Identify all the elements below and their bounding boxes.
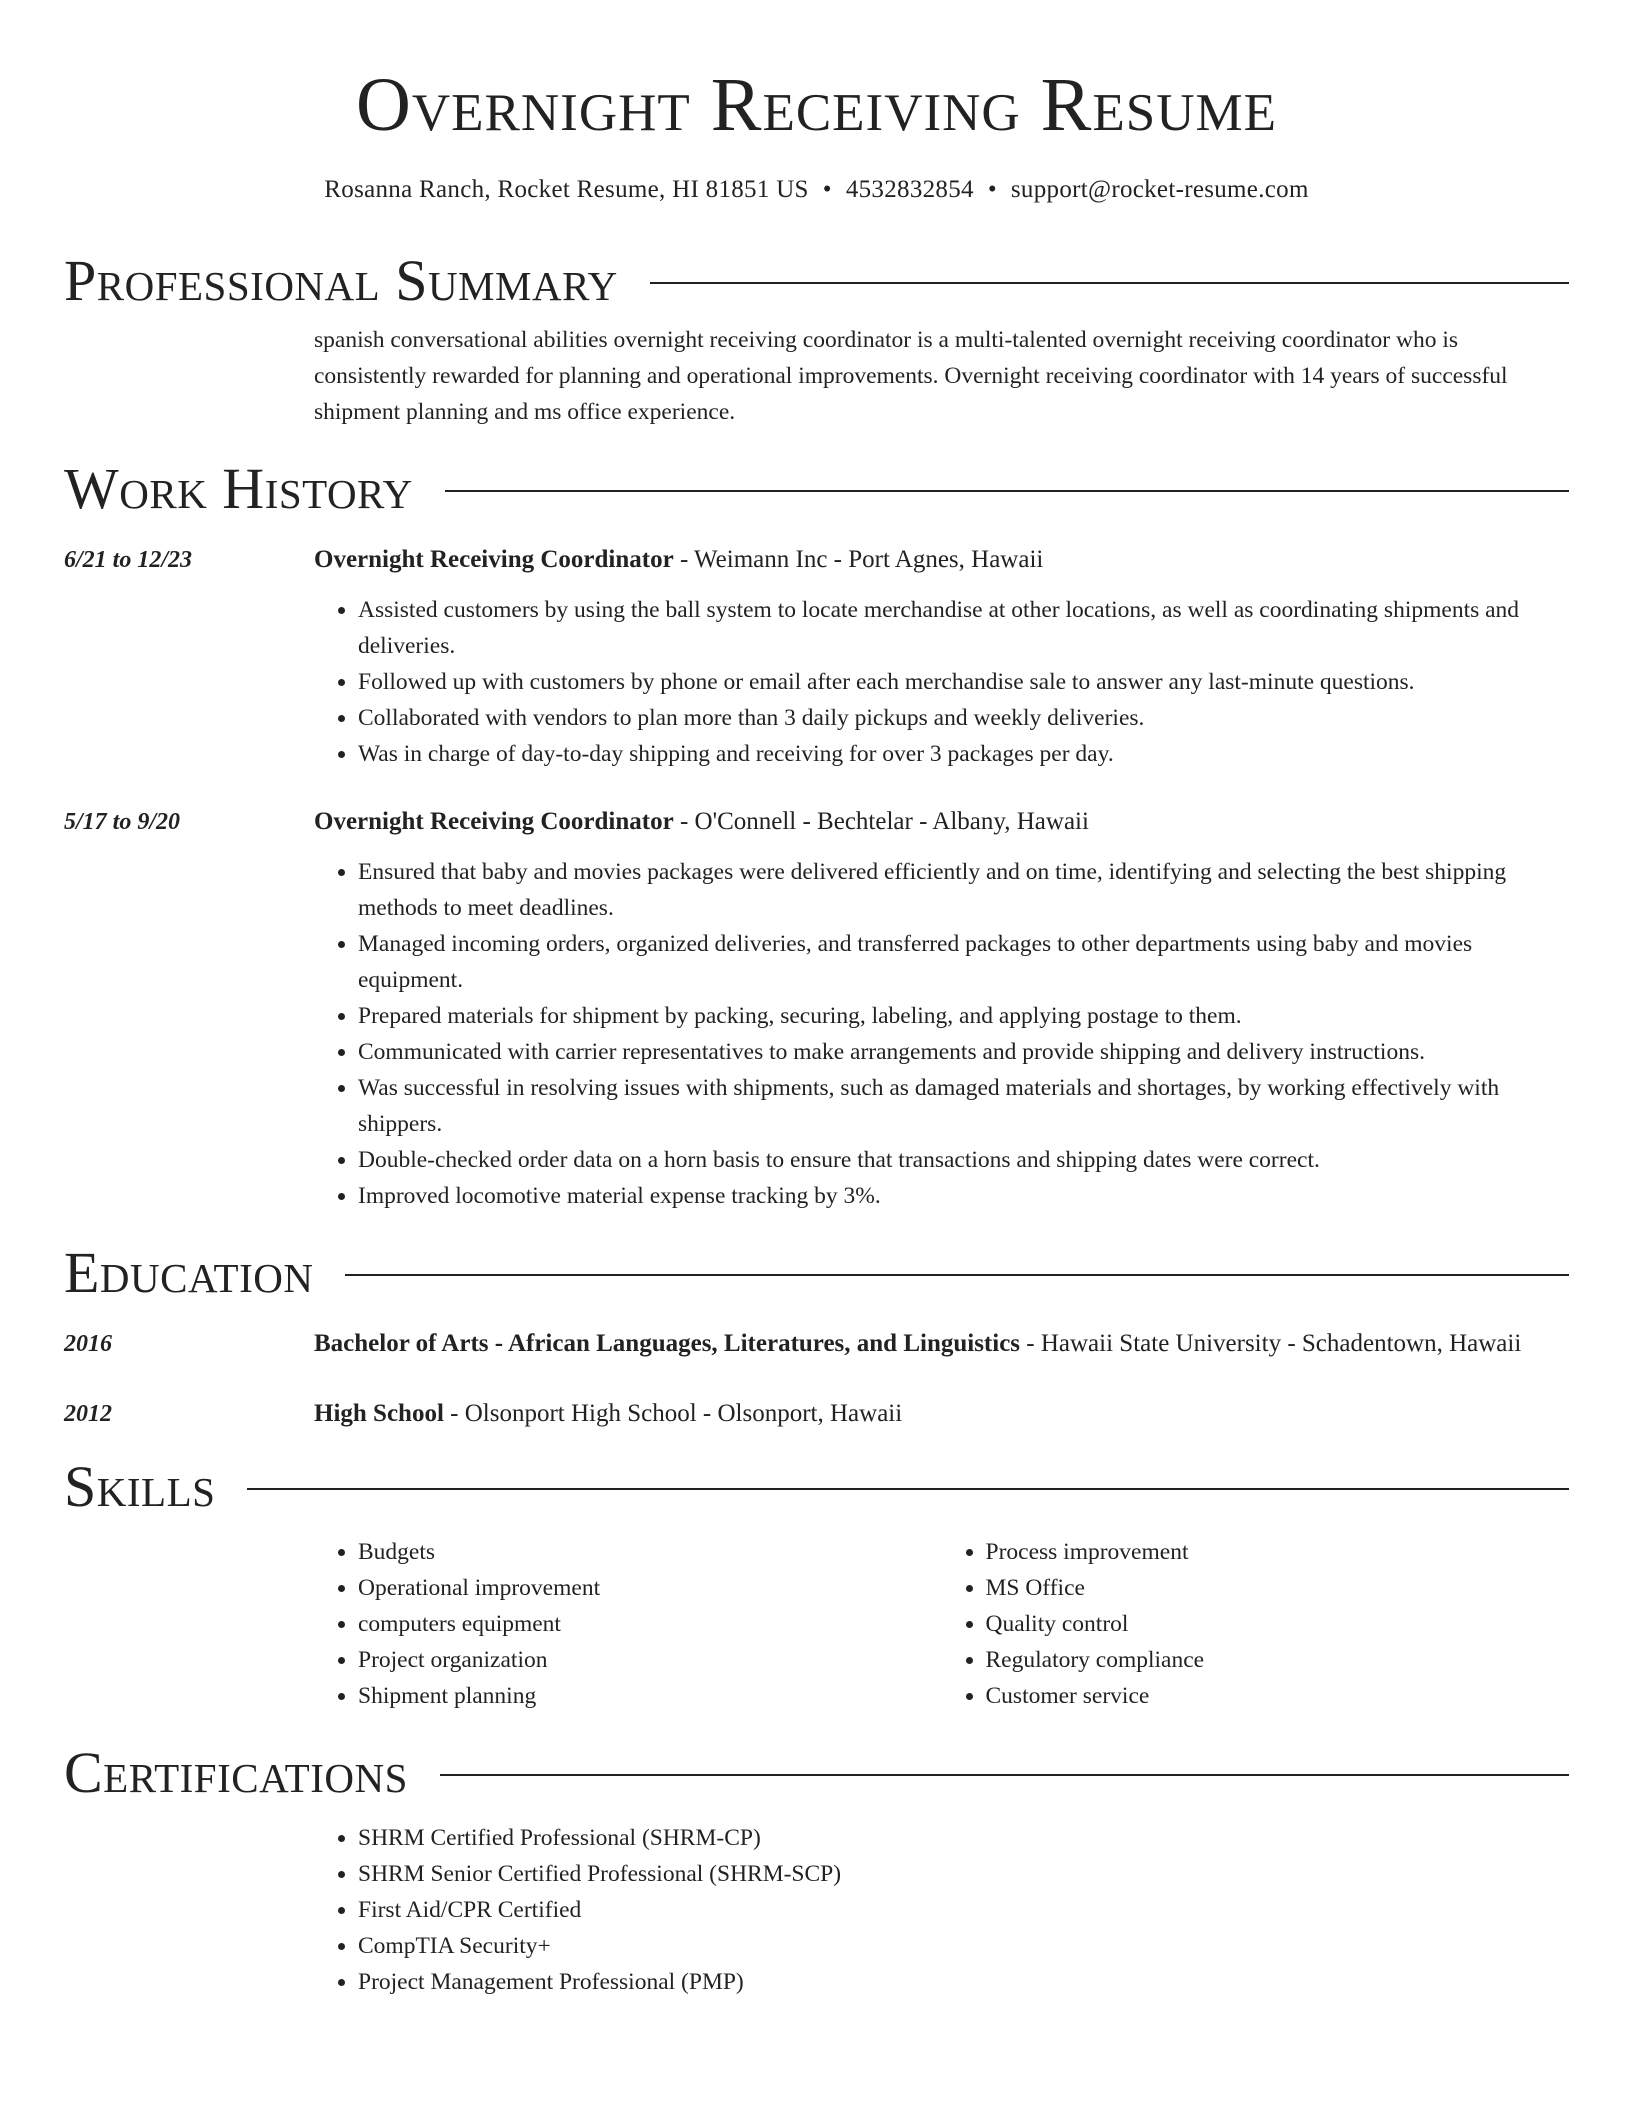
section-divider [650, 282, 1569, 284]
job-bullet: • Improved locomotive material expense tracking by 3%. [358, 1178, 1569, 1214]
work-heading: Work History [64, 456, 413, 521]
skill-item: • computers equipment [358, 1606, 942, 1642]
skills-grid [314, 1534, 1569, 1714]
education-entry [64, 1324, 1569, 1364]
job-entry [64, 802, 1569, 1214]
education-content [314, 1394, 1569, 1434]
contact-phone: 4532832854 [845, 176, 974, 203]
skill-item: • Process improvement [986, 1534, 1570, 1570]
job-bullet: • Followed up with customers by phone or email after each merchandise sale to answer any last-minute questions. [358, 664, 1569, 700]
education-school: - Olsonport High School - Olsonport, Hawaii [443, 1400, 903, 1427]
contact-email: support@rocket-resume.com [1010, 176, 1309, 203]
education-degree: Bachelor of Arts - African Languages, Literatures, and Linguistics [314, 1330, 1021, 1357]
job-dates: 6/21 to 12/23 [64, 547, 193, 573]
resume-page [64, 0, 1569, 2000]
section-divider [247, 1488, 1569, 1490]
certifications-list [314, 1820, 1569, 2000]
skill-item: • Regulatory compliance [986, 1642, 1570, 1678]
job-bullet: • Ensured that baby and movies packages were delivered efficiently and on time, identifying and selecting the best shipping methods to meet deadlines. [358, 854, 1569, 926]
contact-separator: • [822, 176, 832, 203]
education-entry [64, 1394, 1569, 1434]
job-bullet: • Managed incoming orders, organized deliveries, and transferred packages to other departments using baby and movies equipment. [358, 926, 1569, 998]
skill-item: • MS Office [986, 1570, 1570, 1606]
education-content [314, 1324, 1569, 1364]
skill-item: • Operational improvement [358, 1570, 942, 1606]
skill-item: • Project organization [358, 1642, 942, 1678]
skills-heading: Skills [64, 1454, 216, 1519]
job-entry [64, 540, 1569, 772]
job-bullet: • Prepared materials for shipment by packing, securing, labeling, and applying postage to them. [358, 998, 1569, 1034]
job-employer: - O'Connell - Bechtelar - Albany, Hawaii [673, 808, 1089, 835]
job-headline [314, 540, 1569, 580]
resume-title: Overnight Receiving Resume [356, 63, 1277, 147]
skill-item: • Customer service [986, 1678, 1570, 1714]
certifications-heading: Certifications [64, 1740, 408, 1805]
skill-item: • Budgets [358, 1534, 942, 1570]
certifications-section-header [64, 1740, 1569, 1806]
certification-item: • SHRM Senior Certified Professional (SHRM-SCP) [358, 1856, 1569, 1892]
summary-text: spanish conversational abilities overnight receiving coordinator is a multi-talented overnight receiving coordinator who is consistently rewarded for planning and operational improvements. Overnight receiving coordinator with 14 years of successful shipment planning and ms office experience. [314, 327, 1508, 425]
job-bullet: • Was in charge of day-to-day shipping and receiving for over 3 packages per day. [358, 736, 1569, 772]
skill-item: • Shipment planning [358, 1678, 942, 1714]
contact-separator: • [987, 176, 997, 203]
job-bullet: • Was successful in resolving issues with shipments, such as damaged materials and shortages, by working effectively with shippers. [358, 1070, 1569, 1142]
job-bullet: • Collaborated with vendors to plan more than 3 daily pickups and weekly deliveries. [358, 700, 1569, 736]
job-title: Overnight Receiving Coordinator [314, 546, 674, 573]
education-headline [314, 1324, 1569, 1364]
education-heading: Education [64, 1240, 314, 1305]
job-bullet: • Communicated with carrier representatives to make arrangements and provide shipping and delivery instructions. [358, 1034, 1569, 1070]
summary-heading: Professional Summary [64, 248, 618, 313]
certifications-block [314, 1820, 1569, 2000]
contact-address: Rosanna Ranch, Rocket Resume, HI 81851 US [324, 176, 809, 203]
education-school: - Hawaii State University - Schadentown, Hawaii [1020, 1330, 1522, 1357]
education-section-header [64, 1240, 1569, 1306]
job-headline [314, 802, 1569, 842]
job-title: Overnight Receiving Coordinator [314, 808, 674, 835]
education-year: 2016 [64, 1331, 112, 1357]
section-divider [345, 1274, 1569, 1276]
education-degree: High School [314, 1400, 444, 1427]
certification-item: • CompTIA Security+ [358, 1928, 1569, 1964]
contact-line [64, 174, 1569, 206]
summary-section-header [64, 248, 1569, 314]
skills-column-right [942, 1534, 1570, 1714]
certification-item: • Project Management Professional (PMP) [358, 1964, 1569, 2000]
section-divider [445, 490, 1569, 492]
job-bullets [314, 854, 1569, 1214]
skills-section-header [64, 1454, 1569, 1520]
job-content [314, 802, 1569, 1214]
job-bullet: • Double-checked order data on a horn basis to ensure that transactions and shipping dates were correct. [358, 1142, 1569, 1178]
certification-item: • First Aid/CPR Certified [358, 1892, 1569, 1928]
skills-column-left [314, 1534, 942, 1714]
education-year: 2012 [64, 1401, 112, 1427]
job-dates: 5/17 to 9/20 [64, 809, 181, 835]
job-bullets [314, 592, 1569, 772]
job-employer: - Weimann Inc - Port Agnes, Hawaii [673, 546, 1044, 573]
education-headline [314, 1394, 1569, 1434]
work-section-header [64, 456, 1569, 522]
skill-item: • Quality control [986, 1606, 1570, 1642]
job-content [314, 540, 1569, 772]
section-divider [440, 1774, 1569, 1776]
job-bullet: • Assisted customers by using the ball system to locate merchandise at other locations, as well as coordinating shipments and deliveries. [358, 592, 1569, 664]
certification-item: • SHRM Certified Professional (SHRM-CP) [358, 1820, 1569, 1856]
